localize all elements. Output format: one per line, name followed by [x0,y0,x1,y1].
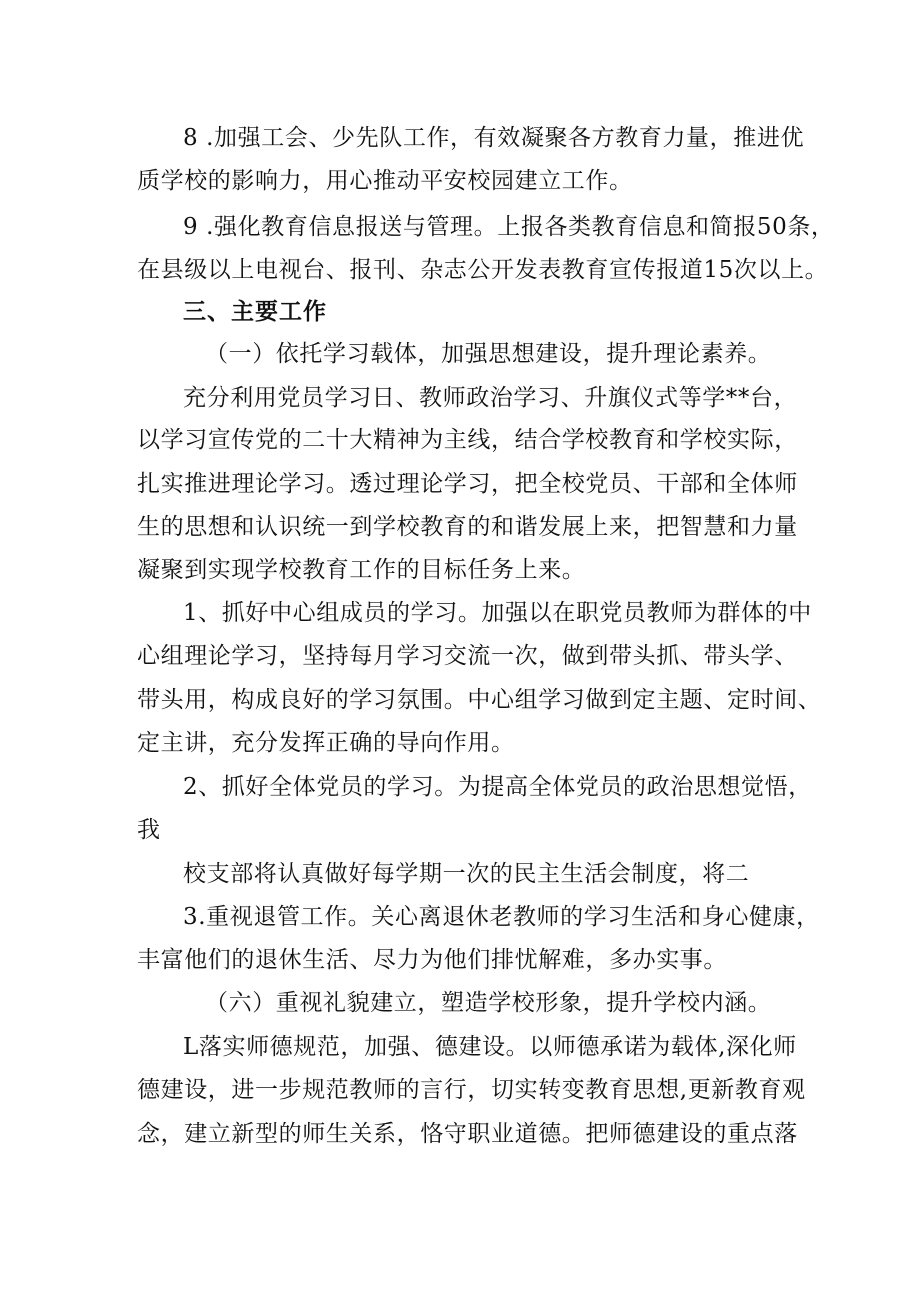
para1-line4: 生的思想和认识统一到学校教育的和谐发展上来，把智慧和力量 [137,514,798,540]
point1-line1: 1、抓好中心组成员的学习。加强以在职党员教师为群体的中 [183,600,812,626]
pointL-line1: L落实师德规范，加强、德建设。以师德承诺为载体,深化师 [183,1034,797,1060]
para1-line2: 以学习宣传党的二十大精神为主线，结合学校教育和学校实际， [137,427,798,453]
point3-line1: 3.重视退管工作。关心离退休老教师的学习生活和身心健康， [183,904,820,930]
para1-line3: 扎实推进理论学习。透过理论学习，把全校党员、干部和全体师 [137,471,798,497]
item9-line2: 在县级以上电视台、报刊、杂志公开发表教育宣传报道15次以上。 [137,257,829,283]
point1-line3: 带头用，构成良好的学习氛围。中心组学习做到定主题、定时间、 [137,687,822,713]
subsection1-heading: （一）依托学习载体，加强思想建设，提升理论素养。 [205,341,772,367]
item9-line1: 9 .强化教育信息报送与管理。上报各类教育信息和简报50条， [183,214,835,240]
point2-line2: 我 [137,817,161,843]
point2-line1: 2、抓好全体党员的学习。为提高全体党员的政治思想觉悟， [183,774,812,800]
para1-line5: 凝聚到实现学校教育工作的目标任务上来。 [137,557,586,583]
pointL-line3: 念，建立新型的师生关系，恪守职业道德。把师德建设的重点落 [137,1121,798,1147]
point3-line2: 丰富他们的退休生活、尽力为他们排忧解难，多办实事。 [137,947,727,973]
point1-line4: 定主讲，充分发挥正确的导向作用。 [137,730,515,756]
item8-line1: 8 .加强工会、少先队工作，有效凝聚各方教育力量，推进优 [183,125,805,151]
point1-line2: 心组理论学习，坚持每月学习交流一次，做到带头抓、带头学、 [137,643,798,669]
subsection6-heading: （六）重视礼貌建立，塑造学校形象，提升学校内涵。 [205,990,772,1016]
pointL-line2: 德建设，进一步规范教师的言行，切实转变教育思想,更新教育观 [137,1077,806,1103]
section3-heading: 三、主要工作 [183,299,327,325]
para1-line1: 充分利用党员学习日、教师政治学习、升旗仪式等学**台， [183,385,798,411]
point2-line3: 校支部将认真做好每学期一次的民主生活会制度，将二 [183,861,750,887]
item8-line2: 质学校的影响力，用心推动平安校园建立工作。 [137,168,633,194]
